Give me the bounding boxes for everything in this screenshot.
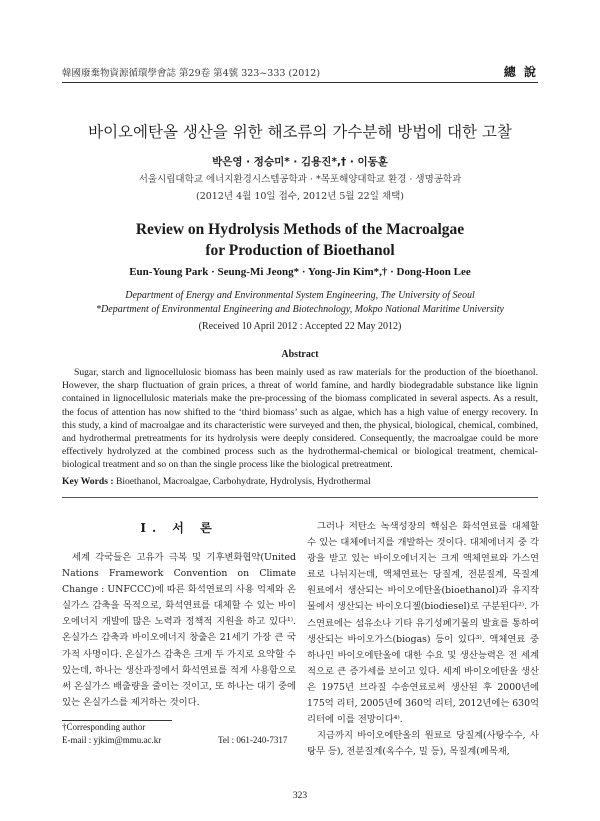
english-title-line-2: for Production of Bioethanol	[205, 242, 395, 259]
keywords-list: Bioethanol, Macroalgae, Carbohydrate, Hydrolysis, Hydrothermal	[115, 476, 371, 487]
english-title-line-1: Review on Hydrolysis Methods of the Macroalgae	[135, 221, 465, 238]
right-column	[307, 519, 539, 760]
article-type-label: 總 說	[503, 65, 538, 79]
affiliation-mokpo: *Department of Environmental Engineering and Biotechnology, Mokpo National Maritime University	[96, 304, 504, 315]
journal-citation: 韓國廢棄物資源循環學會誌 第29卷 第4號 323~333 (2012)	[62, 68, 321, 79]
page-number: 323	[292, 791, 308, 801]
korean-affiliations: 서울시립대학교 에너지환경시스템공학과 · *목포해양대학교 환경 · 생명공학과	[138, 174, 462, 185]
abstract-text: Sugar, starch and lignocellulosic biomass has been mainly used as raw materials for the production of the bioethanol. However, the sharp fluctuation of grain prices, a threat of world famine, and hardly biodegradable substance like lignin contained in lignocellulosic materials make the pre-processing of the biomass complicated in several aspects. As a result, the focus of attention has now shifted to the ‘third biomass’ such as algae, which has a high value of energy recovery. In this study, a kind of macroalgae and its characteristic were surveyed and then, the physical, biological, chemical, combined, and hydrothermal pretreatments for its hydrolysis were deeply considered. Consequently, the macroalgae could be more effectively hydrolyzed at the combined process such as the hydrothermal-chemical or biological treatment, chemical-biological treatment and so on than the single process like the biological pretreatment.	[62, 367, 538, 471]
english-affiliations	[0, 289, 600, 317]
keywords	[62, 476, 538, 487]
paragraph: 지금까지 바이오에탄올의 원료로 당질계(사탕수수, 사탕무 등), 전분질계(옥수수, 밀 등), 목질계(폐목재,	[307, 730, 539, 758]
header-divider	[62, 82, 538, 83]
paragraph: 세계 각국들은 고유가 극복 및 기후변화협약(United Nations Framework Convention on Climate Change : UNFCCC)에 따른 화석연료의 사용 억제와 온실가스 감축을 목적으로, 화석연료를 대체할 수 있는 바이오에너지 개발에 많은 노력과 정책적 지원을 하고 있다¹⁾. 온실가스 감축과 바이오에너지 창출은 21세기 가장 큰 국가적 사명이다. 온실가스 감축은 크게 두 가지로 요약할 수 있는데, 하나는 생산과정에서 화석연료를 적게 사용함으로써 온실가스 배출량을 줄이는 것이고, 또 하나는 대기 중에 있는 온실가스를 제거하는 것이다.	[62, 552, 296, 708]
section-heading-introduction: I. 서 론	[140, 521, 218, 535]
keywords-label: Key Words :	[62, 476, 114, 487]
footnote-divider	[62, 720, 172, 721]
keywords-divider	[62, 497, 538, 498]
affiliation-seoul: Department of Energy and Environmental System Engineering, The University of Seoul	[125, 290, 475, 301]
english-dates: (Received 10 April 2012 : Accepted 22 May 2012)	[198, 321, 402, 332]
korean-authors: 박은영 · 정승미* · 김용진*,† · 이동훈	[212, 156, 388, 168]
footnote-corresponding: †Corresponding author	[62, 722, 146, 732]
korean-dates: (2012년 4월 10일 접수, 2012년 5월 22일 채택)	[196, 191, 404, 202]
english-title	[0, 219, 600, 261]
english-authors: Eun-Young Park · Seung-Mi Jeong* · Yong-Jin Kim*,† · Dong-Hoon Lee	[129, 266, 471, 278]
footnote-tel: Tel : 061-240-7317	[218, 735, 288, 745]
footnote-email: E-mail : yjkim@mmu.ac.kr	[62, 735, 162, 745]
left-column	[62, 550, 296, 711]
paragraph: 그러나 저탄소 녹색성장의 핵심은 화석연료를 대체할 수 있는 대체에너지를 개발하는 것이다. 대체에너지 중 각광을 받고 있는 바이오에너지는 크게 액체연료와 가스연료로 나뉘지는데, 액체연료는 당질계, 전분질계, 목질계 원료에서 생산되는 바이오에탄올(bioethanol)과 유지작물에서 생산되는 바이오디젤(biodiesel)로 구분된다²⁾. 가스연료에는 섬유소나 기타 유기성폐기물의 발효를 통하여 생산되는 바이오가스(biogas) 등이 있다³⁾. 액체연료 중 하나인 바이오에탄올에 대한 수요 및 생산능력은 전 세계적으로 큰 증가세를 보이고 있다. 세계 바이오에탄올 생산은 1975년 브라질 수송연료로써 생산된 후 2000년에 175억 리터, 2005년에 360억 리터, 2012년에는 630억 리터에 이를 전망이다⁴⁾.	[307, 521, 539, 726]
korean-title: 바이오에탄올 생산을 위한 해조류의 가수분해 방법에 대한 고찰	[88, 123, 512, 141]
abstract-heading: Abstract	[281, 349, 319, 360]
